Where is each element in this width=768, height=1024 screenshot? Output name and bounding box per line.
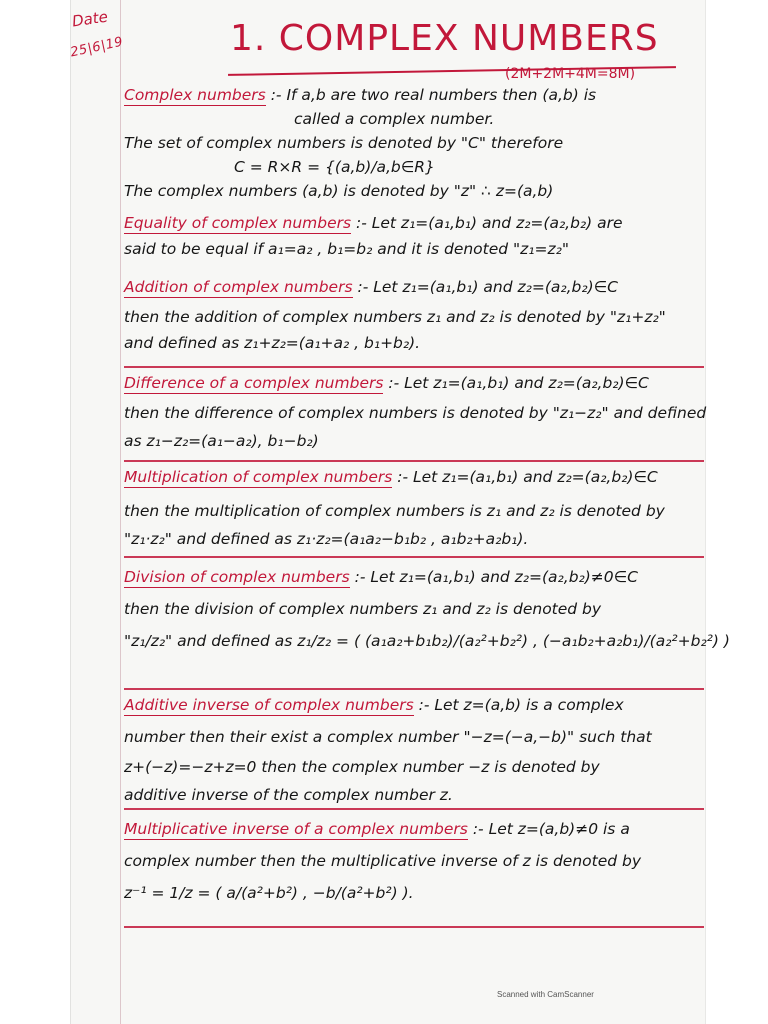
section-divider bbox=[124, 926, 704, 928]
text-line: The set of complex numbers is denoted by "C" therefore bbox=[124, 134, 564, 152]
section-divider bbox=[124, 556, 704, 558]
text-line: :- Let z₁=(a₁,b₁) and z₂=(a₂,b₂) are bbox=[356, 214, 623, 232]
division-formula: "z₁/z₂" and defined as z₁/z₂ = ( (a₁a₂+b₁b₂)/(a₂²+b₂²) , (−a₁b₂+a₂b₁)/(a₂²+b₂²) ) bbox=[124, 632, 730, 650]
page-title: 1. COMPLEX NUMBERS bbox=[230, 18, 659, 59]
text-line: :- Let z=(a,b)≠0 is a bbox=[472, 820, 630, 838]
text-line: number then their exist a complex number "−z=(−a,−b)" such that bbox=[124, 728, 652, 746]
text-line: :- If a,b are two real numbers then (a,b) is bbox=[270, 86, 597, 104]
inverse-formula: z⁻¹ = 1/z = ( a/(a²+b²) , −b/(a²+b²) ). bbox=[124, 884, 414, 902]
text-line: then the addition of complex numbers z₁ and z₂ is denoted by "z₁+z₂" bbox=[124, 308, 666, 326]
text-line: then the multiplication of complex numbers is z₁ and z₂ is denoted by bbox=[124, 502, 665, 520]
heading-division: Division of complex numbers bbox=[124, 568, 350, 586]
section-divider bbox=[124, 808, 704, 810]
text-line: z+(−z)=−z+z=0 then the complex number −z is denoted by bbox=[124, 758, 600, 776]
section-divider bbox=[124, 366, 704, 368]
text-line: The complex numbers (a,b) is denoted by "z" ∴ z=(a,b) bbox=[124, 182, 554, 200]
text-line: :- Let z₁=(a₁,b₁) and z₂=(a₂,b₂)∈C bbox=[397, 468, 658, 486]
set-definition: C = R×R = {(a,b)/a,b∈R} bbox=[234, 158, 435, 176]
scanner-watermark: Scanned with CamScanner bbox=[497, 990, 594, 999]
text-line: said to be equal if a₁=a₂ , b₁=b₂ and it is denoted "z₁=z₂" bbox=[124, 240, 569, 258]
margin-line bbox=[120, 0, 121, 1024]
date-value: 25|6|19 bbox=[69, 34, 125, 61]
date-stamp bbox=[69, 4, 125, 68]
text-line: then the division of complex numbers z₁ and z₂ is denoted by bbox=[124, 600, 602, 618]
text-line: :- Let z₁=(a₁,b₁) and z₂=(a₂,b₂)≠0∈C bbox=[354, 568, 638, 586]
heading-additive-inverse: Additive inverse of complex numbers bbox=[124, 696, 414, 714]
heading-equality: Equality of complex numbers bbox=[124, 214, 352, 232]
heading-multiplicative-inverse: Multiplicative inverse of a complex numbers bbox=[124, 820, 468, 838]
marks-note: (2M+2M+4M=8M) bbox=[505, 66, 636, 82]
date-label: Date bbox=[70, 7, 109, 31]
heading-difference: Difference of a complex numbers bbox=[124, 374, 384, 392]
section-divider bbox=[124, 688, 704, 690]
text-line: :- Let z=(a,b) is a complex bbox=[418, 696, 624, 714]
section-divider bbox=[124, 460, 704, 462]
text-line: then the difference of complex numbers is denoted by "z₁−z₂" and defined bbox=[124, 404, 707, 422]
text-line: as z₁−z₂=(a₁−a₂), b₁−b₂) bbox=[124, 432, 319, 450]
text-line: additive inverse of the complex number z. bbox=[124, 786, 453, 804]
text-line: and defined as z₁+z₂=(a₁+a₂ , b₁+b₂). bbox=[124, 334, 421, 352]
text-line: :- Let z₁=(a₁,b₁) and z₂=(a₂,b₂)∈C bbox=[388, 374, 649, 392]
heading-multiplication: Multiplication of complex numbers bbox=[124, 468, 393, 486]
text-line: complex number then the multiplicative inverse of z is denoted by bbox=[124, 852, 642, 870]
text-line: "z₁·z₂" and defined as z₁·z₂=(a₁a₂−b₁b₂ , a₁b₂+a₂b₁). bbox=[124, 530, 529, 548]
heading-complex-numbers: Complex numbers bbox=[124, 86, 266, 104]
text-line: :- Let z₁=(a₁,b₁) and z₂=(a₂,b₂)∈C bbox=[357, 278, 618, 296]
text-line: called a complex number. bbox=[294, 110, 495, 128]
heading-addition: Addition of complex numbers bbox=[124, 278, 353, 296]
